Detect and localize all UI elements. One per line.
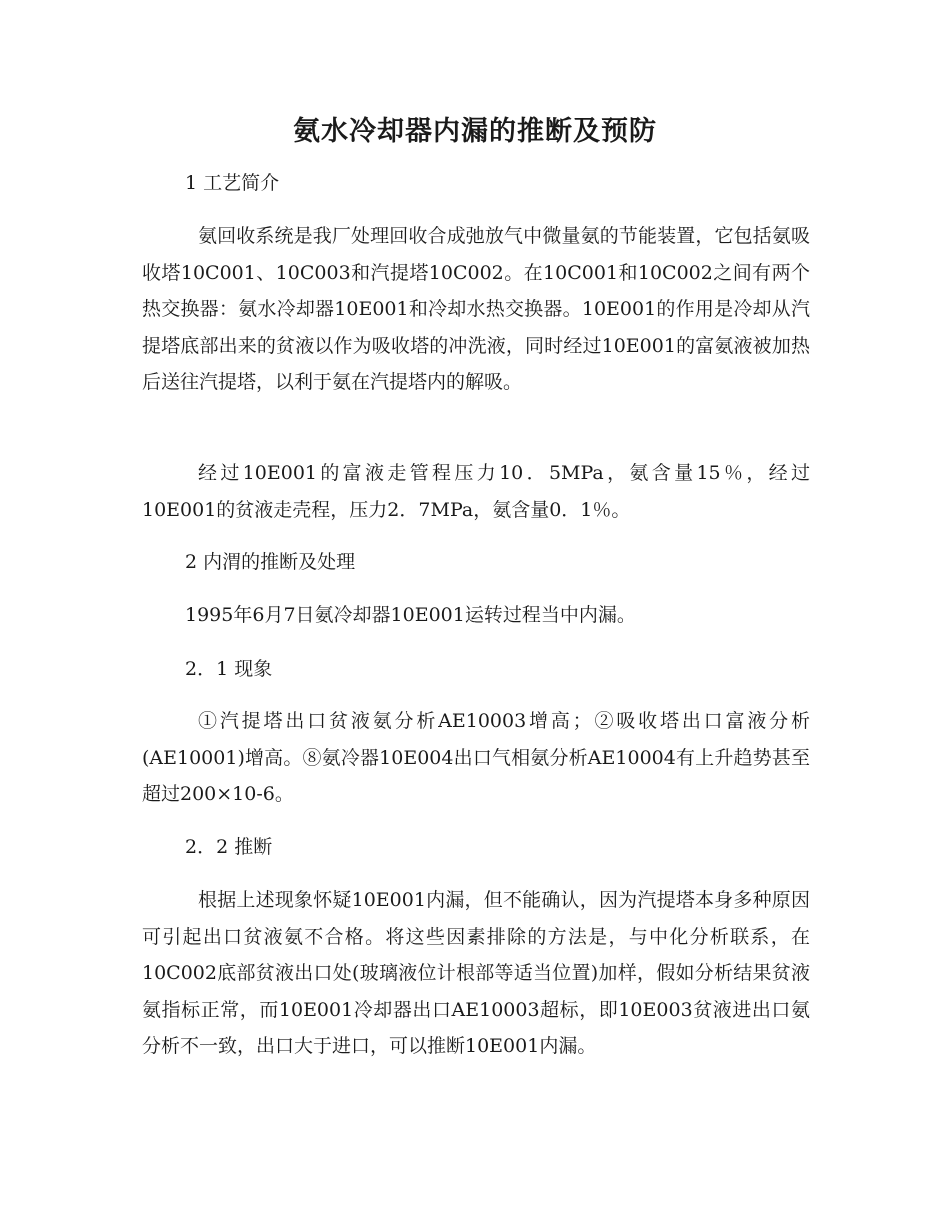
section-1-paragraph-2: 经过10E001的富液走管程压力10．5MPa，氨含量15％，经过10E001的贫液走壳程，压力2．7MPa，氨含量0．1％。 bbox=[142, 462, 810, 521]
section-1-paragraph-1: 氨回收系统是我厂处理回收合成弛放气中微量氨的节能装置，它包括氨吸收塔10C001、10C003和汽提塔10C002。在10C001和10C002之间有两个热交换器：氨水冷却器10E001和冷却水热交换器。10E001的作用是冷却从汽提塔底部出来的贫液以作为吸收塔的冲洗液，同时经过10E001的富氨液被加热后送往汽提塔，以利于氨在汽提塔内的解吸。 bbox=[142, 225, 810, 394]
section-2-intro: 1995年6月7日氨冷却器10E001运转过程当中内漏。 bbox=[185, 604, 636, 626]
section-2-2-paragraph: 根据上述现象怀疑10E001内漏，但不能确认，因为汽提塔本身多种原因可引起出口贫液氨不合格。将这些因素排除的方法是，与中化分析联系，在10C002底部贫液出口处(玻璃液位计根部等适当位置)加样，假如分析结果贫液氨指标正常，而10E001冷却器出口AE10003超标，即10E003贫液进出口氨分析不一致，出口大于进口，可以推断10E001内漏。 bbox=[142, 889, 810, 1058]
section-2-1-heading: 2．1 现象 bbox=[185, 658, 273, 680]
section-2-2-heading: 2．2 推断 bbox=[185, 836, 273, 858]
section-1-heading: 1 工艺简介 bbox=[185, 172, 280, 194]
section-2-1-paragraph: ①汽提塔出口贫液氨分析AE10003增高；②吸收塔出口富液分析(AE10001)增高。⑧氨冷器10E004出口气相氨分析AE10004有上升趋势甚至超过200×10-6。 bbox=[142, 710, 810, 806]
section-2-heading: 2 内渭的推断及处理 bbox=[185, 551, 356, 573]
document-title: 氨水冷却器内漏的推断及预防 bbox=[293, 116, 657, 147]
